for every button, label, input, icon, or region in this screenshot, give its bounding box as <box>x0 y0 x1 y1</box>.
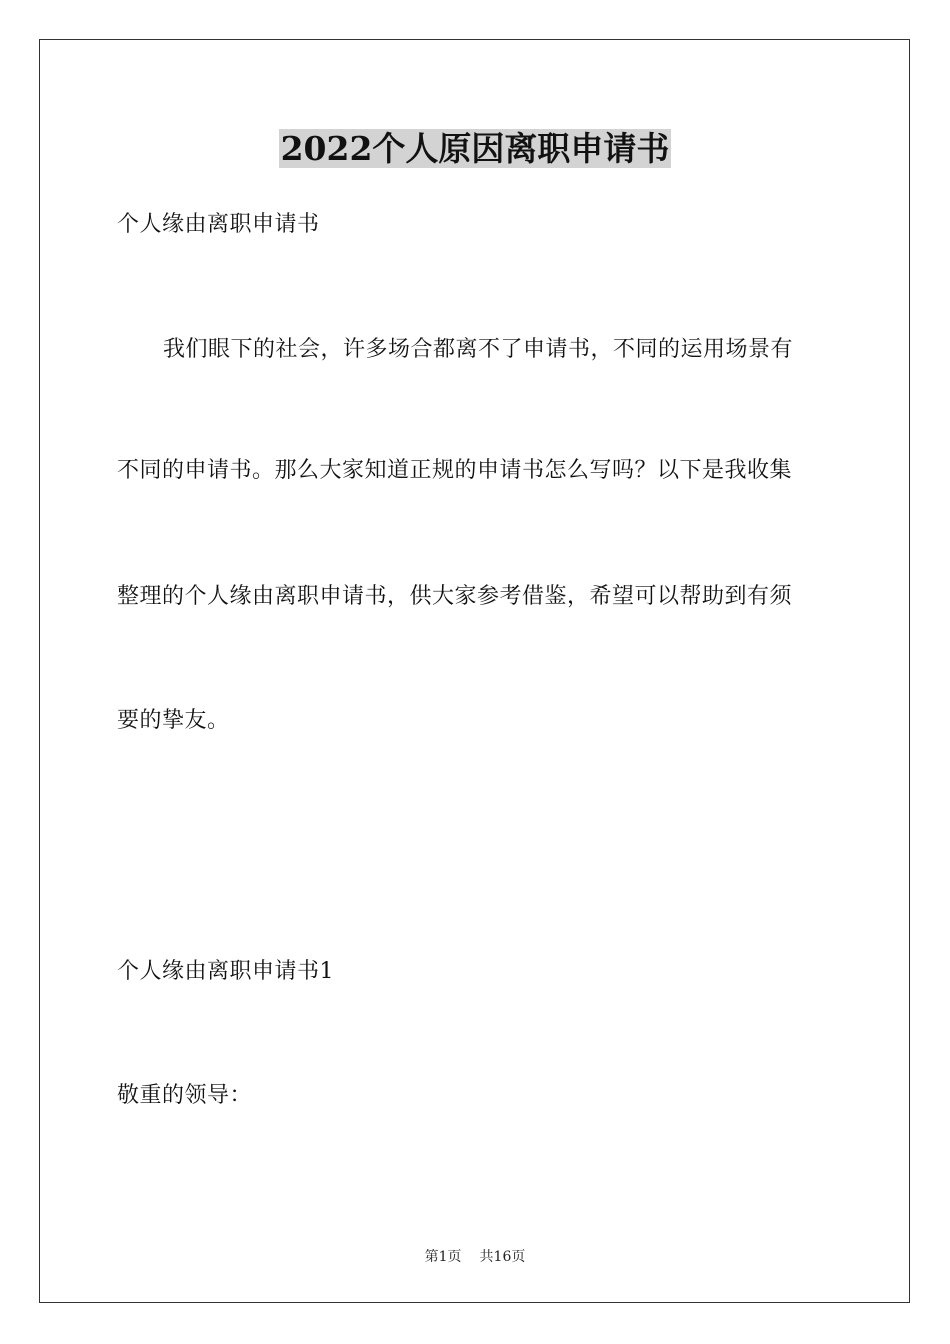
intro-line-2: 不同的申请书。那么大家知道正规的申请书怎么写吗？以下是我收集 <box>117 458 793 483</box>
intro-line-1: 我们眼下的社会，许多场合都离不了申请书，不同的运用场景有 <box>163 337 794 362</box>
page-footer <box>0 1247 950 1267</box>
intro-line-4: 要的挚友。 <box>117 708 230 733</box>
total-pages: 共16页 <box>479 1249 526 1265</box>
intro-line-3: 整理的个人缘由离职申请书，供大家参考借鉴，希望可以帮助到有须 <box>117 584 793 609</box>
document-title-text: 2022个人原因离职申请书 <box>280 129 670 168</box>
salutation: 敬重的领导： <box>117 1083 253 1108</box>
document-title <box>0 126 950 172</box>
document-subtitle: 个人缘由离职申请书 <box>117 212 320 237</box>
section-heading: 个人缘由离职申请书1 <box>117 959 334 984</box>
page-number: 第1页 <box>424 1249 462 1265</box>
